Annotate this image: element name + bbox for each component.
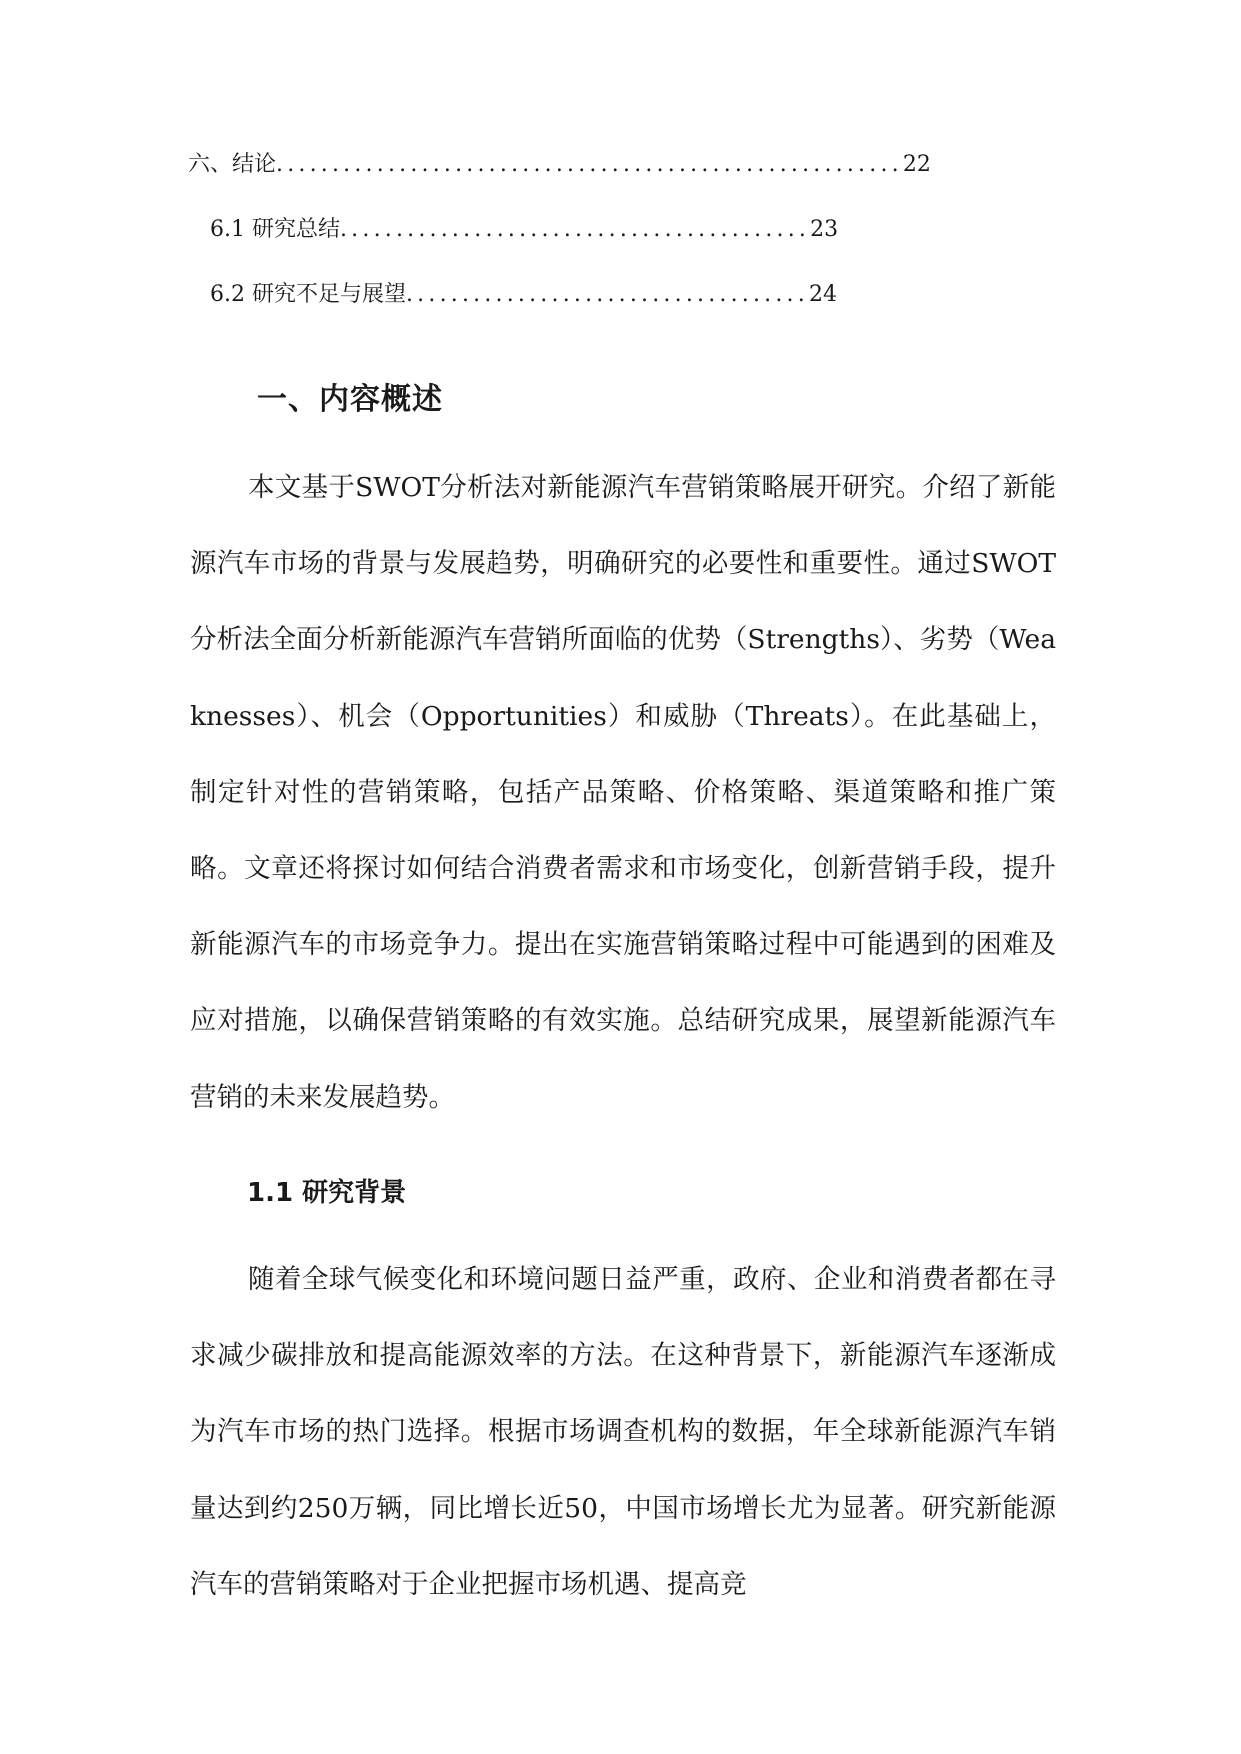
table-of-contents xyxy=(188,148,958,343)
toc-entry-label: 6.1 研究总结 xyxy=(210,213,340,247)
toc-entry-page: 24 xyxy=(809,278,837,312)
subsection-heading: 1.1 研究背景 xyxy=(247,1178,407,1208)
section-heading: 一、内容概述 xyxy=(257,382,443,417)
toc-entry-page: 22 xyxy=(903,148,931,182)
toc-leader-dots: .................................... xyxy=(405,282,809,307)
toc-entry-label: 六、结论 xyxy=(188,148,276,182)
toc-entry-label: 6.2 研究不足与展望 xyxy=(210,278,406,312)
toc-entry[interactable] xyxy=(210,213,958,278)
toc-leader-dots: .......................................... xyxy=(339,217,811,242)
toc-entry[interactable] xyxy=(210,278,958,343)
toc-entry[interactable] xyxy=(188,148,958,213)
toc-leader-dots: ........................................................ xyxy=(276,152,903,177)
toc-entry-page: 23 xyxy=(810,213,838,247)
body-paragraph: 随着全球气候变化和环境问题日益严重，政府、企业和消费者都在寻求减少碳排放和提高能源效率的方法。在这种背景下，新能源汽车逐渐成为汽车市场的热门选择。根据市场调查机构的数据，年全球新能源汽车销量达到约250万辆，同比增长近50，中国市场增长尤为显著。研究新能源汽车的营销策略对于企业把握市场机遇、提高竞 xyxy=(190,1264,1056,1600)
body-paragraph: 本文基于SWOT分析法对新能源汽车营销策略展开研究。介绍了新能源汽车市场的背景与发展趋势，明确研究的必要性和重要性。通过SWOT分析法全面分析新能源汽车营销所面临的优势（Strengths）、劣势（Weaknesses）、机会（Opportunities）和威胁（Threats）。在此基础上，制定针对性的营销策略，包括产品策略、价格策略、渠道策略和推广策略。文章还将探讨如何结合消费者需求和市场变化，创新营销手段，提升新能源汽车的市场竞争力。提出在实施营销策略过程中可能遇到的困难及应对措施，以确保营销策略的有效实施。总结研究成果，展望新能源汽车营销的未来发展趋势。 xyxy=(190,472,1056,1113)
